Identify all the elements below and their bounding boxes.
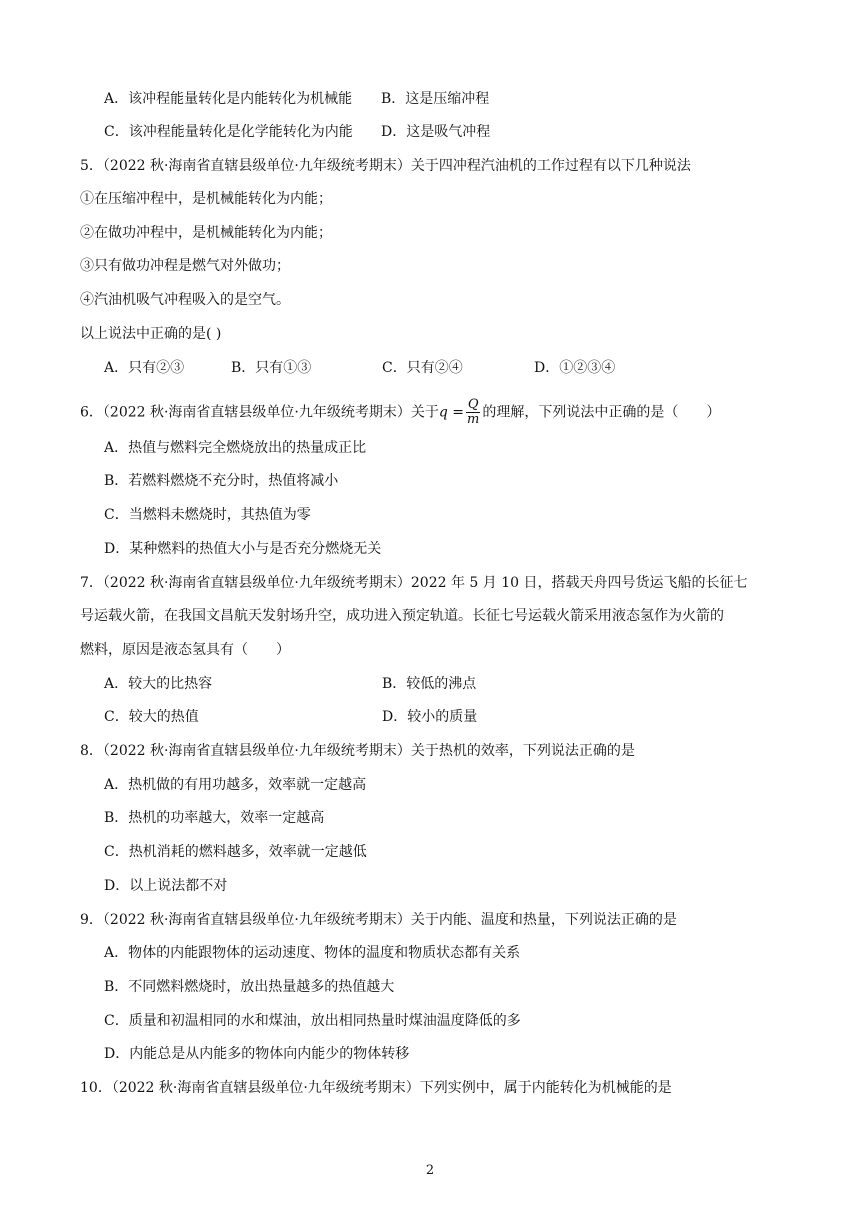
- q5-statement-2: ②在做功冲程中，是机械能转化为内能；: [80, 225, 332, 241]
- q5-statement-1: ①在压缩冲程中，是机械能转化为内能；: [80, 191, 332, 207]
- q6-stem-suffix: 的理解，下列说法中正确的是（ ）: [482, 404, 721, 421]
- q7-stem-line-1: 7．（2022 秋·海南省直辖县级单位·九年级统考期末）2022 年 5 月 10 日，搭载天舟四号货运飞船的长征七: [80, 575, 748, 591]
- q8-option-d: D．以上说法都不对: [104, 878, 228, 894]
- q7-option-c: C．较大的热值: [104, 709, 199, 725]
- q10-stem: 10．（2022 秋·海南省直辖县级单位·九年级统考期末）下列实例中，属于内能转化为机械能的是: [80, 1080, 672, 1096]
- q8-option-a: A．热机做的有用功越多，效率就一定越高: [104, 777, 367, 793]
- q5-option-d: D．①②③④: [534, 360, 616, 376]
- q7-option-d: D．较小的质量: [382, 709, 478, 725]
- q8-option-b: B．热机的功率越大，效率一定越高: [104, 810, 325, 826]
- q4-option-a: A．该冲程能量转化是内能转化为机械能: [104, 91, 353, 107]
- q6-formula-fraction: [466, 398, 480, 427]
- q4-option-b: B．这是压缩冲程: [381, 91, 490, 107]
- page-number: 2: [425, 1163, 435, 1178]
- q9-option-b: B．不同燃料燃烧时，放出热量越多的热值越大: [104, 979, 395, 995]
- q6-stem: [80, 398, 720, 427]
- q5-option-c: C．只有②④: [382, 360, 463, 376]
- q9-stem: 9．（2022 秋·海南省直辖县级单位·九年级统考期末）关于内能、温度和热量，下列说法正确的是: [80, 912, 677, 928]
- q6-stem-prefix: 6．（2022 秋·海南省直辖县级单位·九年级统考期末）关于: [80, 404, 439, 421]
- q9-option-a: A．物体的内能跟物体的运动速度、物体的温度和物质状态都有关系: [104, 945, 521, 961]
- q5-stem: 5．（2022 秋·海南省直辖县级单位·九年级统考期末）关于四冲程汽油机的工作过程有以下几种说法: [80, 158, 691, 174]
- q5-option-a: A．只有②③: [104, 360, 185, 376]
- q6-option-a: A．热值与燃料完全燃烧放出的热量成正比: [104, 440, 367, 456]
- q7-stem-line-3: 燃料，原因是液态氢具有（ ）: [80, 642, 290, 658]
- q6-formula-denominator: m: [467, 412, 480, 427]
- q5-option-b: B．只有①③: [231, 360, 312, 376]
- q6-option-b: B．若燃料燃烧不充分时，热值将减小: [104, 473, 339, 489]
- q9-option-c: C．质量和初温相同的水和煤油，放出相同热量时煤油温度降低的多: [104, 1013, 521, 1029]
- q6-formula-lhs: q =: [438, 404, 465, 421]
- q6-option-c: C．当燃料未燃烧时，其热值为零: [104, 507, 311, 523]
- q4-option-c: C．该冲程能量转化是化学能转化为内能: [104, 124, 353, 140]
- q5-statement-4: ④汽油机吸气冲程吸入的是空气。: [80, 292, 290, 308]
- q8-option-c: C．热机消耗的燃料越多，效率就一定越低: [104, 844, 367, 860]
- q6-option-d: D．某种燃料的热值大小与是否充分燃烧无关: [104, 541, 382, 557]
- q6-formula-numerator: Q: [467, 397, 479, 412]
- q8-stem: 8．（2022 秋·海南省直辖县级单位·九年级统考期末）关于热机的效率，下列说法正确的是: [80, 743, 635, 759]
- q9-option-d: D．内能总是从内能多的物体向内能少的物体转移: [104, 1046, 410, 1062]
- q7-option-a: A．较大的比热容: [104, 676, 213, 692]
- q7-stem-line-2: 号运载火箭，在我国文昌航天发射场升空，成功进入预定轨道。长征七号运载火箭采用液态氢作为火箭的: [80, 608, 724, 624]
- q5-question: 以上说法中正确的是( ): [80, 326, 222, 342]
- q4-option-d: D．这是吸气冲程: [381, 124, 491, 140]
- q5-statement-3: ③只有做功冲程是燃气对外做功；: [80, 258, 290, 274]
- q7-option-b: B．较低的沸点: [382, 676, 477, 692]
